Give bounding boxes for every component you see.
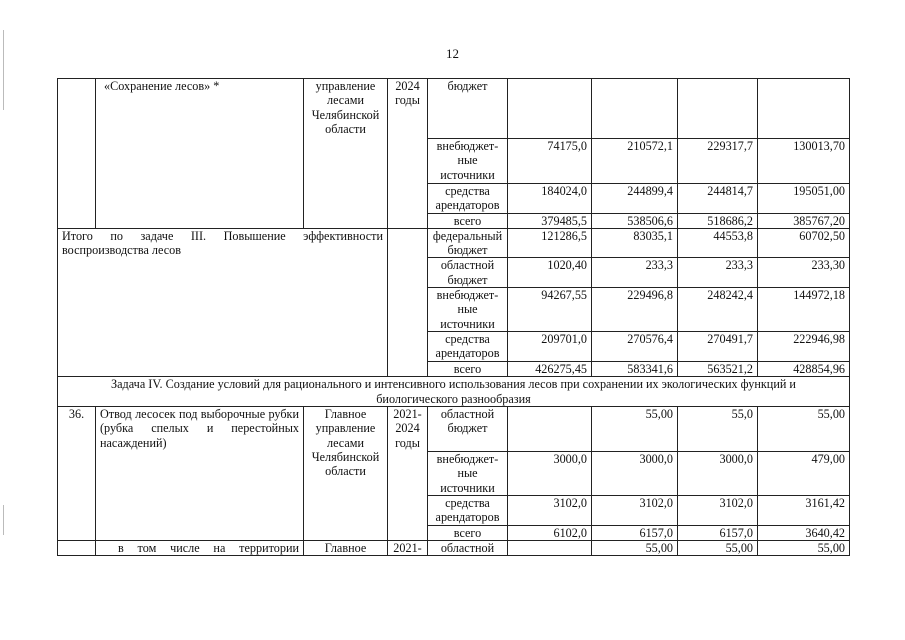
value-cell: 55,00 <box>678 540 758 555</box>
funding-source: всего <box>428 362 508 377</box>
left-margin-mark <box>3 30 4 110</box>
left-margin-mark <box>3 505 4 535</box>
funding-source: внебюджет-ные источники <box>428 288 508 332</box>
activity-name: «Сохранение лесов» * <box>96 79 304 229</box>
value-cell: 3640,42 <box>758 525 850 540</box>
executor-cell: Главное <box>304 540 388 555</box>
value-cell: 518686,2 <box>678 213 758 228</box>
value-cell: 229317,7 <box>678 139 758 184</box>
table-row <box>58 79 850 139</box>
value-cell <box>592 79 678 139</box>
funding-source: внебюджет-ные источники <box>428 451 508 495</box>
activity-name: в том числе на территории <box>96 540 304 555</box>
table-row <box>58 540 850 555</box>
value-cell: 210572,1 <box>592 139 678 184</box>
value-cell: 3102,0 <box>592 495 678 525</box>
value-cell: 233,30 <box>758 258 850 288</box>
value-cell <box>758 79 850 139</box>
funding-source: средства арендаторов <box>428 332 508 362</box>
value-cell: 74175,0 <box>508 139 592 184</box>
funding-source: всего <box>428 213 508 228</box>
period-cell <box>388 228 428 376</box>
value-cell: 428854,96 <box>758 362 850 377</box>
value-cell: 55,0 <box>678 406 758 451</box>
period-cell: 2021-2024 годы <box>388 406 428 540</box>
value-cell: 270576,4 <box>592 332 678 362</box>
task-header: Задача IV. Создание условий для рационального и интенсивного использования лесов при сохранении их экологических функций и биологического разнообразия <box>58 377 850 407</box>
value-cell: 130013,70 <box>758 139 850 184</box>
value-cell: 3102,0 <box>678 495 758 525</box>
executor-cell: управление лесами Челябинской области <box>304 79 388 229</box>
value-cell: 55,00 <box>592 540 678 555</box>
executor-cell: Главное управление лесами Челябинской области <box>304 406 388 540</box>
number-cell <box>58 540 96 555</box>
value-cell: 385767,20 <box>758 213 850 228</box>
value-cell: 3000,0 <box>592 451 678 495</box>
value-cell: 6157,0 <box>678 525 758 540</box>
value-cell: 144972,18 <box>758 288 850 332</box>
task-total-label: Итого по задаче III. Повышение эффективности воспроизводства лесов <box>58 228 388 376</box>
period-cell: 2021- <box>388 540 428 555</box>
funding-source: всего <box>428 525 508 540</box>
table-row <box>58 228 850 258</box>
value-cell: 1020,40 <box>508 258 592 288</box>
value-cell: 83035,1 <box>592 228 678 258</box>
funding-source: бюджет <box>428 79 508 139</box>
activity-name: Отвод лесосек под выборочные рубки (рубка спелых и перестойных насаждений) <box>96 406 304 540</box>
value-cell: 248242,4 <box>678 288 758 332</box>
value-cell: 244899,4 <box>592 184 678 214</box>
value-cell: 563521,2 <box>678 362 758 377</box>
value-cell: 3000,0 <box>678 451 758 495</box>
value-cell: 55,00 <box>758 406 850 451</box>
value-cell: 55,00 <box>592 406 678 451</box>
value-cell: 55,00 <box>758 540 850 555</box>
value-cell: 426275,45 <box>508 362 592 377</box>
value-cell: 379485,5 <box>508 213 592 228</box>
value-cell: 6157,0 <box>592 525 678 540</box>
page-number: 12 <box>446 46 459 61</box>
value-cell: 60702,50 <box>758 228 850 258</box>
value-cell <box>508 540 592 555</box>
number-cell: 36. <box>58 406 96 540</box>
value-cell <box>678 79 758 139</box>
table-row <box>58 406 850 451</box>
period-cell: 2024 годы <box>388 79 428 229</box>
funding-source: средства арендаторов <box>428 184 508 214</box>
value-cell: 44553,8 <box>678 228 758 258</box>
value-cell: 3161,42 <box>758 495 850 525</box>
value-cell: 233,3 <box>678 258 758 288</box>
value-cell <box>508 406 592 451</box>
funding-source: областной бюджет <box>428 258 508 288</box>
funding-source: областной бюджет <box>428 406 508 451</box>
value-cell: 195051,00 <box>758 184 850 214</box>
value-cell: 222946,98 <box>758 332 850 362</box>
value-cell: 229496,8 <box>592 288 678 332</box>
value-cell: 209701,0 <box>508 332 592 362</box>
funding-source: федеральный бюджет <box>428 228 508 258</box>
table-row <box>58 377 850 407</box>
value-cell: 583341,6 <box>592 362 678 377</box>
value-cell: 94267,55 <box>508 288 592 332</box>
funding-source: средства арендаторов <box>428 495 508 525</box>
value-cell: 3102,0 <box>508 495 592 525</box>
funding-source: внебюджет-ные источники <box>428 139 508 184</box>
value-cell: 538506,6 <box>592 213 678 228</box>
value-cell: 270491,7 <box>678 332 758 362</box>
value-cell: 3000,0 <box>508 451 592 495</box>
value-cell: 6102,0 <box>508 525 592 540</box>
program-funding-table <box>57 78 850 556</box>
value-cell: 184024,0 <box>508 184 592 214</box>
number-cell <box>58 79 96 229</box>
value-cell <box>508 79 592 139</box>
funding-source: областной <box>428 540 508 555</box>
value-cell: 244814,7 <box>678 184 758 214</box>
value-cell: 121286,5 <box>508 228 592 258</box>
value-cell: 233,3 <box>592 258 678 288</box>
value-cell: 479,00 <box>758 451 850 495</box>
